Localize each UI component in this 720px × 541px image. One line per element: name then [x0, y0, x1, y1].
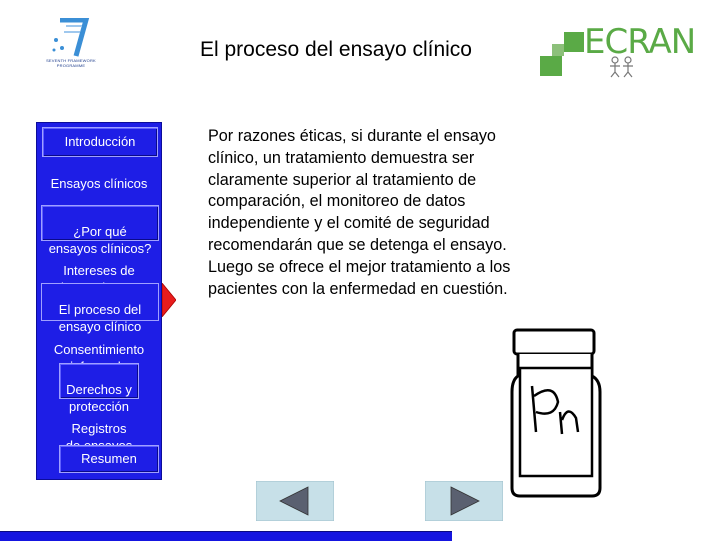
previous-button[interactable]: [256, 481, 334, 521]
left-triangle-icon: [256, 481, 334, 521]
sidebar-item-introduccion[interactable]: Introducción: [42, 127, 158, 157]
sidebar-item-resumen[interactable]: Resumen: [59, 445, 159, 473]
sidebar-item-proceso[interactable]: El proceso del ensayo clínico: [41, 283, 159, 321]
sidebar-item-por-que[interactable]: ¿Por qué ensayos clínicos?: [41, 205, 159, 241]
red-arrow-icon: [162, 283, 176, 317]
sidebar-item-intereses[interactable]: Intereses de: [63, 263, 135, 278]
right-triangle-icon: [425, 481, 503, 521]
sidebar-item-derechos[interactable]: Derechos y protección: [59, 363, 139, 399]
next-button[interactable]: [425, 481, 503, 521]
ecran-logo: [540, 22, 696, 80]
sidebar-nav: [36, 122, 162, 480]
ecran-wordmark: ECRAN: [584, 22, 696, 62]
page-title: El proceso del ensayo clínico: [200, 38, 472, 61]
pill-bottle-icon: [504, 320, 608, 500]
sidebar-item-ensayos-clinicos[interactable]: Ensayos clínicos: [50, 176, 148, 191]
sidebar-item-consentimiento[interactable]: Consentimiento: [53, 342, 145, 357]
sidebar-item-registros[interactable]: Registros: [71, 421, 127, 436]
people-icon: [608, 56, 638, 78]
main-paragraph: Por razones éticas, si durante el ensayo clínico, un tratamiento demuestra ser claramente superior al tratamiento de comparación, el monitoreo de datos independiente y el comité de seguridad recomendarán que se detenga el ensayo. Luego se ofrece el mejor tratamiento a los pacientes con la enfermedad en cuestión.: [208, 127, 511, 298]
fp7-caption: SEVENTH FRAMEWORK PROGRAMME: [46, 58, 96, 68]
